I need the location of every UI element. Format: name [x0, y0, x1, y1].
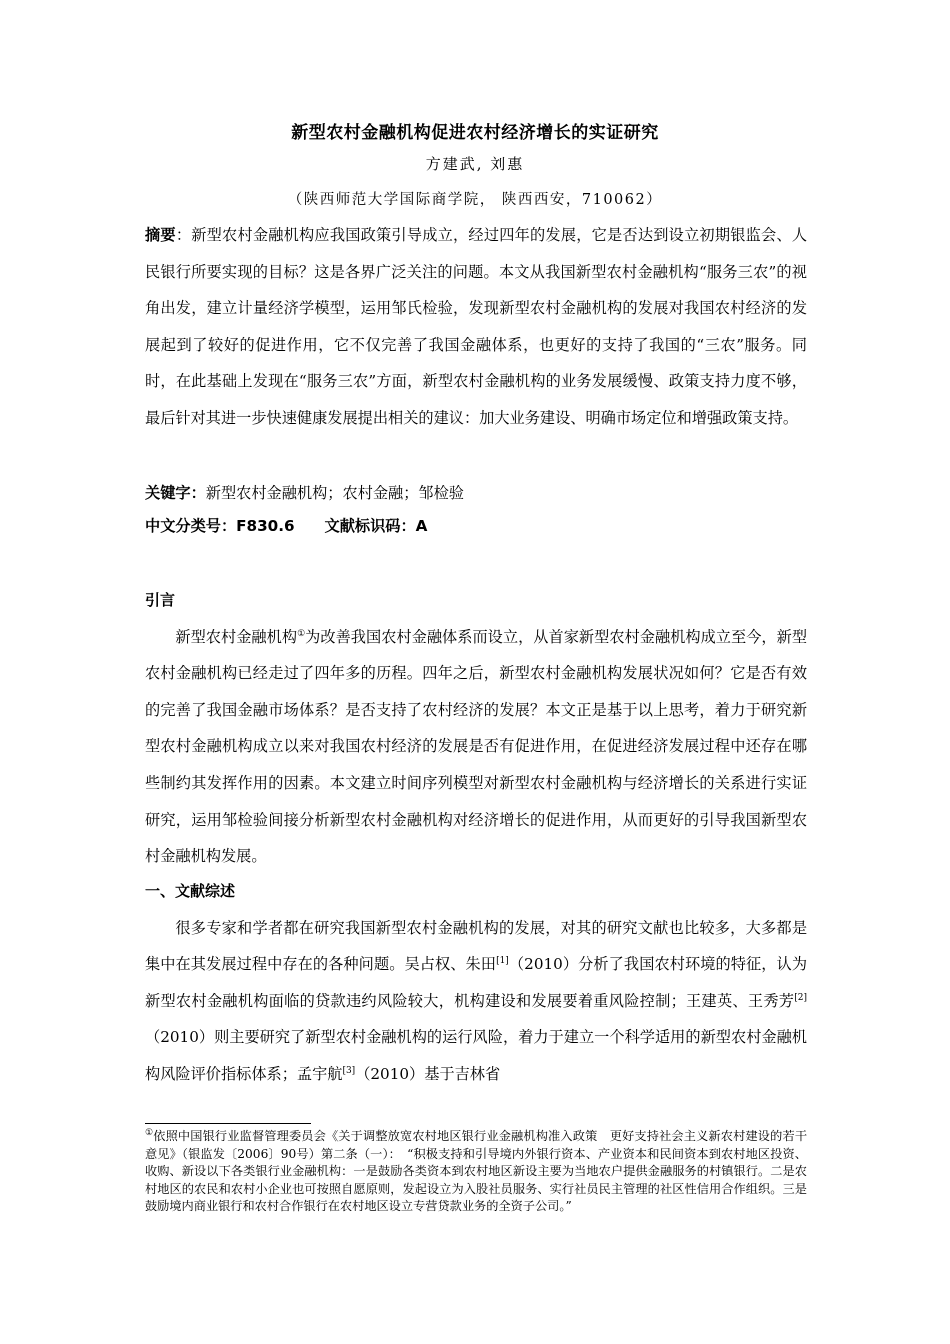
affiliation: （陕西师范大学国际商学院， 陕西西安，710062）: [287, 192, 663, 208]
intro-text-rest: 为改善我国农村金融体系而设立，从首家新型农村金融机构成立至今，新型农村金融机构已经走过了四年多的历程。四年之后，新型农村金融机构发展状况如何？它是否有效的完善了我国金融市场体系？是否支持了农村经济的发展？本文正是基于以上思考，着力于研究新型农村金融机构成立以来对我国农村经济的发展是否有促进作用，在促进经济发展过程中还存在哪些制约其发挥作用的因素。本文建立时间序列模型对新型农村金融机构与经济增长的关系进行实证研究，运用邹检验间接分析新型农村金融机构对经济增长的促进作用，从而更好的引导我国新型农村金融机构发展。: [145, 627, 808, 866]
footnote-text: 依照中国银行业监督管理委员会《关于调整放宽农村地区银行业金融机构准入政策 更好支持社会主义新农村建设的若干意见》（银监发〔2006〕90号）第二条（一）： “积极支持和引导境内外银行资本、产业资本和民间资本到农村地区投资、收购、新设以下各类银行业金融机构：一是鼓励各类资本到农村地区新设主要为当地农户提供金融服务的村镇银行。二是农村地区的农民和农村小企业也可按照自愿原则，发起设立为入股社员服务、实行社员民主管理的社区性信用合作组织。三是鼓励境内商业银行和农村合作银行在农村地区设立专营贷款业务的全资子公司。”: [145, 1129, 808, 1213]
author-list: 方建武, 刘惠: [425, 155, 525, 173]
keywords-label: 关键字：: [145, 484, 206, 502]
citation-2: [2]: [794, 992, 807, 1003]
paper-title: 新型农村金融机构促进农村经济增长的实证研究: [291, 123, 659, 143]
intro-section: [145, 582, 807, 875]
section1-text-4: （2010）基于吉林省: [355, 1064, 501, 1083]
intro-text-start: 新型农村金融机构: [175, 627, 298, 646]
keywords-text: 新型农村金融机构；农村金融；邹检验: [205, 484, 464, 502]
doc-code-value: A: [415, 517, 428, 535]
intro-paragraph: [145, 619, 807, 875]
intro-heading: 引言: [145, 591, 176, 609]
literature-review-section: [145, 873, 807, 1093]
keywords-block: [145, 475, 807, 512]
section1-heading: 一、文献综述: [145, 882, 236, 900]
abstract-text: ：新型农村金融机构应我国政策引导成立，经过四年的发展，它是否达到设立初期银监会、人民银行所要实现的目标？这是各界广泛关注的问题。本文从我国新型农村金融机构“服务三农”的视角出发，建立计量经济学模型，运用邹氏检验，发现新型农村金融机构的发展对我国农村经济的发展起到了较好的促进作用，它不仅完善了我国金融体系，也更好的支持了我国的“三农”服务。同时，在此基础上发现在“服务三农”方面，新型农村金融机构的业务发展缓慢、政策支持力度不够，最后针对其进一步快速健康发展提出相关的建议：加大业务建设、明确市场定位和增强政策支持。: [145, 226, 808, 427]
abstract-block: [145, 217, 807, 437]
clc-label: 中文分类号：: [145, 517, 237, 535]
keywords: [145, 475, 807, 512]
citation-3: [3]: [342, 1065, 356, 1076]
citation-1: [1]: [496, 956, 509, 967]
footnote-mark: ①: [145, 1127, 154, 1138]
footnote: [145, 1128, 807, 1216]
section1-paragraph: [145, 910, 807, 1093]
classification-block: [145, 508, 807, 545]
footnote-separator: [145, 1123, 311, 1124]
section1-text-2: （2010）分析了我国农村环境的特征，认为新型农村金融机构面临的贷款违约风险较大，机构建设和发展要着重风险控制；王建英、王秀芳: [145, 955, 808, 1010]
section1-text-3: （2010）则主要研究了新型农村金融机构的运行风险，着力于建立一个科学适用的新型农村金融机构风险评价指标体系；孟宇航: [145, 1028, 807, 1083]
doc-code-label: 文献标识码：: [324, 517, 416, 535]
abstract-label: 摘要: [145, 226, 176, 244]
footnote-ref: ①: [297, 628, 306, 639]
clc-value: F830.6: [236, 517, 295, 535]
abstract: [145, 217, 807, 437]
classification: [145, 508, 807, 545]
section1-text-1: 很多专家和学者都在研究我国新型农村金融机构的发展，对其的研究文献也比较多，大多都是集中在其发展过程中存在的各种问题。吴占权、朱田: [145, 918, 807, 974]
